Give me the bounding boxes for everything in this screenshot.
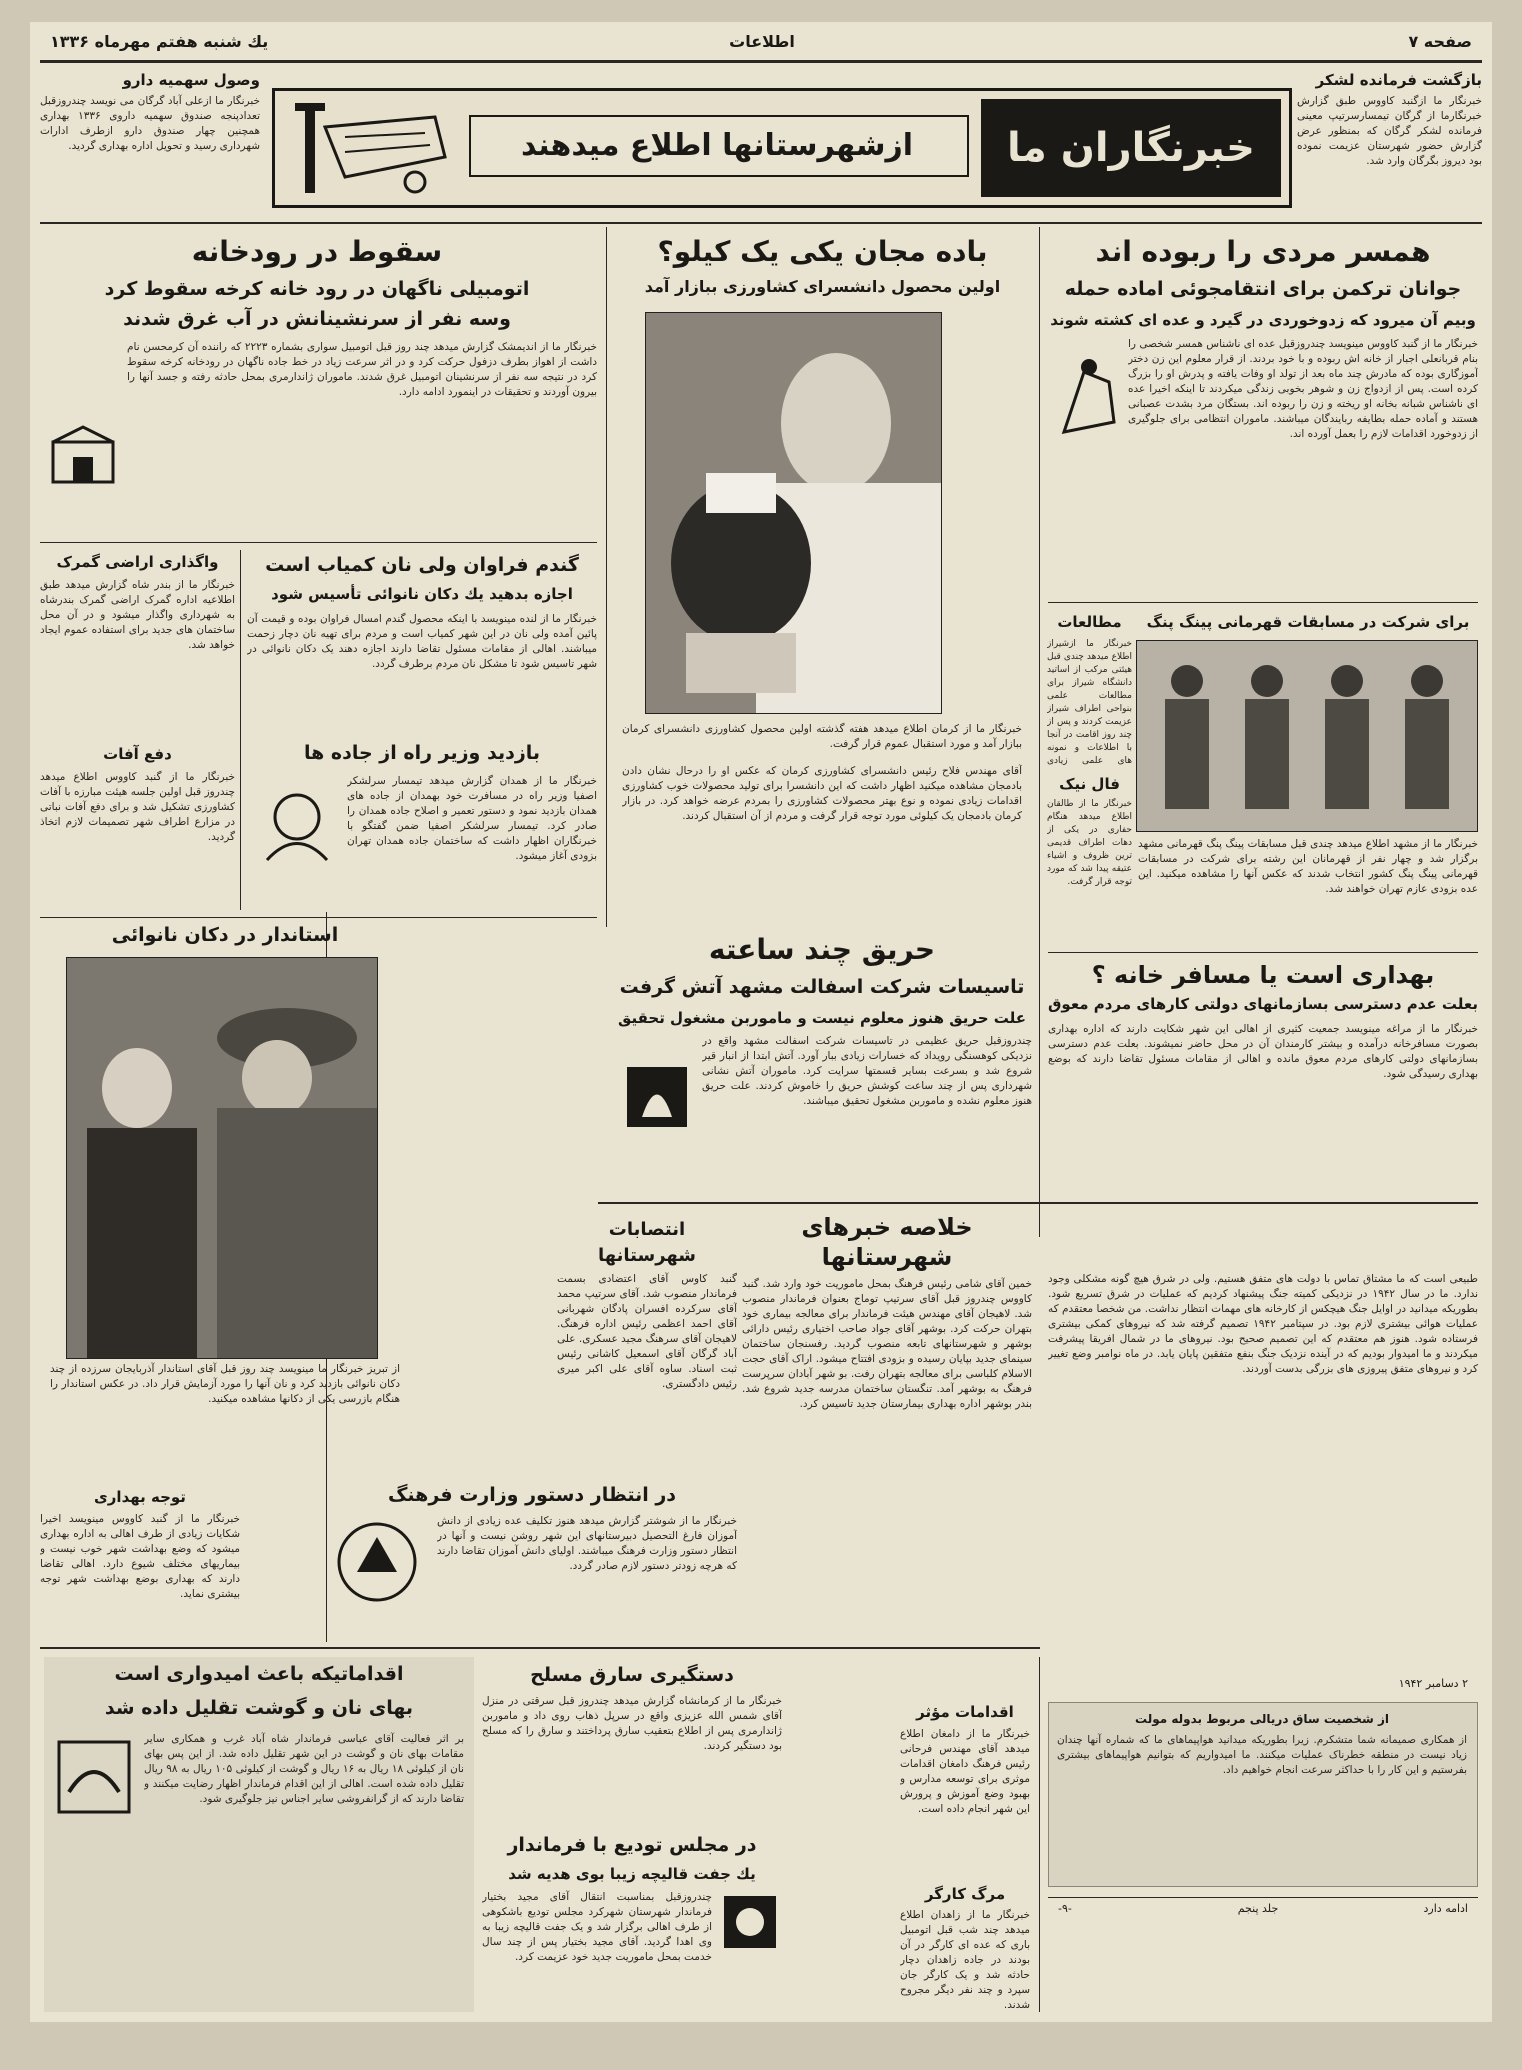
fire-story-body: چندروزقبل حریق عظیمی در تاسیسات شرکت اسفالت مشهد واقع در نزدیکی کوهسنگی رویداد که خسارات زیادی ببار آورد. آتش ابتدا از انبار قیر شروع شد و بسرعت بسایر قسمتها سرایت کرد. ماموران آتش نشانی شهرداری پس از چند ساعت کوشش حریق را خاموش کردند. علت حریق هنوز معلوم نشده و ماموربن مشغول تحقیق میباشند. <box>702 1035 1032 1107</box>
river-story-subtitle: اتومبیلی ناگهان در رود خانه کرخه سقوط کرد <box>104 278 530 300</box>
paper-name: اطلاعات <box>729 32 795 51</box>
governor-caption: از تبریز خبرنگار ما مینویسد چند روز قبل آقای استاندار آذربایجان سرزده از چند دکان نانوائی بازدید کرد و نان آنها را مورد آزمایش قرار داد. در عکس استاندار را هنگام بازرسی یکی از دکانها مشاهده میکنید. <box>50 1363 400 1405</box>
commander-return-body: خبرنگار ما ازگنبد کاووس طبق گزارش خبرنگارما از گرگان تیمسارسرتیپ معینی فرمانده لشکر گرگان که بمنظور عرض گزارش حضور شهرستان عزیمت نموده بود دیروز بگرگان وارد شد. <box>1297 95 1482 167</box>
eggplant-caption: خبرنگار ما از کرمان اطلاع میدهد هفته گذشته اولین محصول کشاورزی دانشسرای کرمان ببازار آمد و مورد استقبال عموم قرار گرفت. <box>622 723 1022 750</box>
banner-title: خبرنگاران ما <box>1007 125 1255 171</box>
husband-story-title: همسر مردی را ربوده اند <box>1095 235 1431 268</box>
bread-story-subtitle: بهای نان و گوشت تقلیل داده شد <box>104 1697 414 1719</box>
wheat-story-body: خبرنگار ما از لنده مینویسد با اینکه محصول گندم امسال فراوان بوده و قیمت آن پائین آمده ولی نان در این شهر کمیاب است و مردم برای تهیه نان دچار زحمت میباشند. اهالی از مقامات مسئول تقاضا دارند اجازه دهند یک دکان نانوائی در شهر تاسیس شود تا مشکل نان مردم برطرف گردد. <box>247 613 597 670</box>
husband-story-subtitle-2: وبیم آن میرود که زدوخوردی در گیرد و عده ای کشته شوند <box>1050 311 1476 329</box>
memoir-volume: جلد پنجم <box>1237 1902 1279 1915</box>
appointments-title: انتصابات شهرستانها <box>598 1219 696 1266</box>
minister-portrait-icon <box>252 782 342 862</box>
ping-pong-photo <box>1136 640 1478 832</box>
memoir-footer-rule <box>1048 1897 1478 1898</box>
memoir-body: طبیعی است که ما مشتاق تماس با دولت های متفق هستیم. ولی در شرق هیچ گونه مشکلی وجود ندارد. ما در سال ۱۹۴۲ در نزدیکی کمیته جنگ پیشنهاد کردیم که عملیات در شرق تسریع شود. بطوریکه میدانید در اوایل جنگ هیچکس از کارخانه های مهمات انتظار نداشت. من شخصا معتقدم که عملیات هوائی بیشتری لازم بود. در سپتامبر ۱۹۴۲ تصمیم گرفته شد که نیروهای کمکی بیشتری فرستاده شود. هنوز هم معتقدم که این تصمیم صحیح بود. نیروهای ما در شمال افریقا پیشرفت میکردند و ما امیدوار بودیم که در آینده نزدیک جنگ بنفع متفقین پایان یابد. در ماه نوامبر وضع تغییر کرد و نیروهای متفق پیروزی های بزرگی بدست آوردند. <box>1048 1273 1478 1375</box>
eggplant-photo <box>645 312 942 714</box>
farewell-story-title: در مجلس تودیع با فرماندار <box>507 1834 757 1856</box>
science-title: مطالعات <box>1057 613 1122 631</box>
wheat-story-title: گندم فراوان ولی نان کمیاب است <box>265 554 579 576</box>
robber-story-body: خبرنگار ما از کرمانشاه گزارش میدهد چندروز قبل سرقتی در منزل آقای شمس الله عزیزی واقع در سرپل ذهاب روی داد و ماموربن ژاندارمری پس از اطلاع بتعقیب سارق پرداختند و سارق را که مسلح بود دستگیر کردند. <box>482 1695 782 1752</box>
memoir-quote-box <box>1048 1702 1478 1887</box>
summary-body: خمین آقای شامی رئیس فرهنگ بمحل ماموریت خود وارد شد. گنبد کاووس چندروز قبل آقای سرتیپ توماج بعنوان فرماندار منصوب شد. لاهیجان آقای مهندس هیئت فرماندار برای معالجه بیماری خود بتهران حرکت کرد. بوشهر آقای جواد صاحب اختیاری رئیس دارائی بوشهر و شهرستانهای تابعه منصوب گردید. رفسنجان ساختمان سینمای جدید بپایان رسیده و بزودی افتتاح میشود. اراک آقای حجت الاسلام کلباسی برای معالجه بتهران رفت. بو شهر آبادان سرپرست فرهنگ به بوشهر آمد. تنگستان ساختمان مدرسه جدید شروع شد. بندر بوشهر اداره بهداری بیمارستان جدید تاسیس کرد. <box>742 1278 1032 1410</box>
banner-rule <box>40 222 1482 224</box>
pests-title: دفع آفات <box>103 745 172 763</box>
sports-caption: خبرنگار ما از مشهد اطلاع میدهد چندی قبل مسابقات پینگ پنگ قهرمانی مشهد برگزار شد و چهار نفر از قهرمانان این رشته برای شرکت در مسابقات قهرمانی پینگ پنگ کشور انتخاب شدند که عکس آنها را مشاهده میکنید. این عده بزودی عازم تهران خواهند شد. <box>1138 838 1478 895</box>
eggplant-photo-image <box>646 313 941 713</box>
fire-story-title: حریق چند ساعته <box>708 933 936 966</box>
attention-body: خبرنگار ما از گنبد کاووس مینویسد اخیرا شکایات زیادی از طرف اهالی به اداره بهداری میشود که وضع بهداشت شهر خوب نیست و بیماریهای مختلف شیوع دارد. اهالی تقاضا دارند که بهداری بوضع بهداشت شهر توجه بیشتری نماید. <box>40 1513 240 1600</box>
sports-title: برای شرکت در مسابقات قهرمانی پینگ پنگ <box>1146 613 1470 631</box>
memoir-continued: ادامه دارد <box>1423 1902 1468 1915</box>
commander-return-title: بازگشت فرمانده لشکر <box>1315 71 1482 89</box>
governor-photo-image <box>67 958 377 1358</box>
farewell-story-body: چندروزقبل بمناسبت انتقال آقای مجید بختیار فرماندار شهرستان شهرکرد مجلس تودیع باشکوهی از طرف اهالی برگزار شد و یک جفت قالیچه زیبا به وی اهدا گردید. آقای مجید بختیار پس از چند سال خدمت بمحل ماموریت جدید خود عزیمت کرد. <box>482 1891 712 1963</box>
fire-logo-icon <box>622 1062 692 1132</box>
banner-subtitle: ازشهرستانها اطلاع میدهند <box>520 128 914 163</box>
eggplant-story-subtitle: اولین محصول دانشسرای کشاورزی ببازار آمد <box>644 277 1001 296</box>
minister-story-title: بازدید وزیر راه از جاده ها <box>303 742 541 764</box>
ping-pong-photo-image <box>1137 641 1477 831</box>
river-story-subtitle-2: وسه نفر از سرنشینانش در آب غرق شدند <box>123 308 511 330</box>
husband-story-subtitle: جوانان ترکمن برای انتقامجوئی اماده حمله <box>1064 278 1462 300</box>
appointments-body: گنبد کاوس آقای اعتضادی بسمت فرماندار منصوب شد. آقای سرتیپ محمد آقای سرکرده افسران پادگان شهربانی آقای احمد اعظمی رئیس اداره فرهنگ. لاهیجان آقای سرهنگ مجید عسکری. علی آباد گرگان آقای اسمعیل کاشانی رئیس ثبت اسناد. ساوه آقای علی اکبر میری رئیس دادگستری. <box>557 1273 737 1390</box>
bread-story-title: اقداماتیکه باعث امیدواری است <box>114 1663 404 1685</box>
column-rule-1 <box>1039 227 1040 1237</box>
governor-story-title: استاندار در دکان نانوائی <box>111 924 339 946</box>
attention-title: توجه بهداری <box>94 1488 186 1506</box>
river-story-title: سقوط در رودخانه <box>191 235 443 268</box>
eggplant-body: آقای مهندس فلاح رئیس دانشسرای کشاورزی کرمان که عکس او را درحال نشان دادن بادمجان مشاهده میکنید اظهار داشت که این دانشسرا برای تولید محصولات خوب کشاورزی اقدامات زیادی نموده و نوع بهتر محصولات کشاورزی را بمردم عرضه خواهد کرد. در بازار کرمان بادمجان یک کیلوئی مورد توجه قرار گرفت و مردم از آن استقبال کردند. <box>622 765 1022 822</box>
health-story-body: خبرنگار ما از مراغه مینویسد جمعیت کثیری از اهالی این شهر شکایت دارند که اداره بهداری بصورت مسافرخانه درآمده و بیشتر کارمندان آن در محل حاضر نمیشوند. بعلت عدم دسترسی بسازمانهای دولتی کارهای مردم معوق مانده و اهالی از مقامات مسئول تقاضا دارند که بوضع بهداری رسیدگی شود. <box>1048 1023 1478 1080</box>
useful-body: خبرنگار ما از دامغان اطلاع میدهد آقای مهندس فرحانی رئیس فرهنگ دامغان اقدامات موثری برای توسعه مدارس و بهبود وضع آموزش و پرورش این شهر انجام داده است. <box>900 1728 1030 1815</box>
eggplant-story-title: باده مجان یکی یک کیلو؟ <box>657 235 988 268</box>
death-body: خبرنگار ما از زاهدان اطلاع میدهد چند شب قبل اتومبیل باری که عده ای کارگر در آن بودند در جاده زاهدان دچار حادثه شد و یک کارگر جان سپرد و چند نفر دیگر مجروح شدند. <box>900 1909 1030 2011</box>
death-title: مرگ کارگر <box>924 1885 1006 1903</box>
summary-title: خلاصه خبرهای شهرستانها <box>801 1213 973 1271</box>
banner-subtitle-box <box>469 115 969 177</box>
culture-story-title: در انتظار دستور وزارت فرهنگ <box>387 1484 677 1506</box>
governor-photo <box>66 957 378 1359</box>
date-line: یك شنبه هفتم مهرماه ۱۳۳۶ <box>50 32 269 51</box>
rule-mid <box>598 1202 1478 1204</box>
farewell-logo-icon <box>720 1892 780 1952</box>
memoir-date: ۲ دسامبر ۱۹۴۲ <box>1398 1677 1468 1690</box>
memoir-quote-title: از شخصیت ساق دریالی مربوط بدوله مولت <box>1135 1712 1389 1726</box>
customs-body: خبرنگار ما از بندر شاه گزارش میدهد طبق اطلاعیه اداره گمرک اراضی گمرک بندرشاه به شهرداری واگذار میشود و در آن محل ساختمان های جدید برای استفاده عموم ایجاد خواهد شد. <box>40 579 235 651</box>
minister-story-body: خبرنگار ما از همدان گزارش میدهد تیمسار سرلشکر اصفیا وزیر راه در مسافرت خود بهمدان از جاده های همدان بازدید نمود و دستور تعمیر و اصلاح جاده همدان را صادر کرد. تیمسار سرلشکر اصفیا ضمن گفتگو با خبرنگاران اظهار داشت که ساختمان جاده همدان تهران بزودی آغاز میشود. <box>347 775 597 862</box>
rule-bottom <box>40 1647 1040 1649</box>
section-banner <box>272 88 1292 208</box>
bread-logo-icon <box>54 1737 134 1817</box>
medicine-title: وصول سهمیه دارو <box>122 71 260 89</box>
fire-story-subtitle-2: علت حریق هنوز معلوم نیست و ماموربن مشغول تحقیق <box>617 1009 1027 1027</box>
health-story-title: بهداری است یا مسافر خانه ؟ <box>1091 961 1435 989</box>
robber-story-title: دستگیری سارق مسلح <box>530 1664 734 1686</box>
rule-health <box>1048 952 1478 953</box>
rule-left-mini <box>240 550 241 910</box>
page-number: صفحه ۷ <box>1408 32 1472 51</box>
falnik-body: خبرنگار ما از طالقان اطلاع میدهد هنگام حفاری در یکی از دهات اطراف قدیمی ترین ظروف و اشیاء عتیقه پیدا شد که مورد توجه قرار گرفت. <box>1047 799 1132 887</box>
bread-price-box <box>44 1657 474 2012</box>
rule-river <box>40 542 597 543</box>
falnik-title: فال نیک <box>1059 775 1120 793</box>
customs-title: واگذاری اراضی گمرک <box>56 553 219 571</box>
husband-story-body: خبرنگار ما از گنبد کاووس مینویسد چندروزقبل عده ای ناشناس همسر شخصی را بنام قربانعلی اجبار از خانه اش ربوده و با خود بردند. از قرار معلوم این زن دختر آموزگاری بوده که مادرش چند ماه بعد از تولد او وفات یافته و پدرش او را بزرگ کرده است. پس از ازدواج زن و شوهر بخوبی زندگی میکردند تا اینکه اخیرا عده ای ناشناس شبانه بخانه او ریخته و زن را ربوده اند. بستگان مرد بشدت عصبانی هستند و آماده حمله بطایفه ربایندگان میباشند. ماموران انتظامی برای جلوگیری از زدوخورد اقدامات لازم را بعمل آورده اند. <box>1128 338 1478 440</box>
memoir-quote: از همکاری صمیمانه شما متشکرم. زیرا بطوریکه میدانید هواپیماهای ما که شماره آنها چندان زیاد نیست در منطقه خطرناک عملیات میکنند. ما امیدواریم که بتوانیم هواپیماهای بیشتری بفرستیم و این کار را با حداکثر سرعت انجام خواهیم داد. <box>1057 1734 1467 1776</box>
horseman-drawing-icon <box>1054 352 1124 442</box>
medicine-body: خبرنگار ما ازعلی آباد گرگان می نویسد چندروزقبل تعدادپنجه صندوق سهمیه داروی ۱۳۳۶ بهداری همچنین چهار صندوق دارو ازطرف ادارات شهرداری رسید و تحویل اداره بهداری گردید. <box>40 95 260 152</box>
fire-story-subtitle: تاسیسات شرکت اسفالت مشهد آتش گرفت <box>619 976 1025 998</box>
culture-emblem-icon <box>332 1517 422 1607</box>
memoir-page: -۹- <box>1058 1902 1072 1915</box>
city-logo-icon <box>48 422 118 492</box>
wheat-story-subtitle: اجازه بدهید یك دكان نانوائی تأسیس شود <box>271 585 573 603</box>
useful-title: اقدامات مؤثر <box>916 1703 1014 1721</box>
header-rule <box>40 60 1482 63</box>
science-body: خبرنگار ما ازشیراز اطلاع میدهد چندی قبل هیئتی مرکب از اساتید دانشگاه شیراز برای مطالعات علمی بنواحی اطراف شیراز عزیمت کردند و پس از چند روز اقامت در آنجا با اطلاعات و نمونه های علمی زیادی <box>1047 639 1132 766</box>
newspaper-page <box>30 22 1492 2022</box>
health-story-subtitle: بعلت عدم دسترسی بسازمانهای دولتی کارهای مردم معوق <box>1048 995 1478 1013</box>
bread-story-body: بر اثر فعالیت آقای عباسی فرماندار شاه آباد غرب و همکاری سایر مقامات بهای نان و گوشت در این شهر تقلیل داده شد. از این پس بهای نان از کیلوئی ۱۸ ریال به ۱۶ ریال و گوشت از کیلوئی ۱۰۵ ریال به ۹۸ ریال تقلیل داده شده است. اهالی از این اقدام فرماندار اظهار رضایت میکنند و تقاضا دارند که از گرانفروشی سایر اجناس نیز جلوگیری شود. <box>144 1733 464 1805</box>
rule-governor <box>40 917 597 918</box>
river-story-body: خبرنگار ما از اندیمشک گزارش میدهد چند روز قبل اتومبیل سواری بشماره ۲۲۲۳ که راننده آن کرمحسن نام داشت از اهواز بطرف دزفول حرکت کرد و در اثر سرعت زیاد در خط جاده ناگهان در رودخانه کرخه سقوط کرد در نتیجه سه نفر از سرنشینان اتومبیل غرق شدند. ماموران ژاندارمری بمحل حادثه رفته و جسد آنها را بیرون آوردند و تحقیقات در اینمورد ادامه دارد. <box>127 341 597 398</box>
pests-body: خبرنگار ما از گنبد کاووس اطلاع میدهد چندروز قبل اولین جلسه هیئت مبارزه با آفات کشاورزی تشکیل شد و برای دفع آفات نباتی در مزارع اطراف شهر تصمیمات لازم اتخاذ گردید. <box>40 771 235 843</box>
culture-story-body: خبرنگار ما از شوشتر گزارش میدهد هنوز تکلیف عده زیادی از دانش آموزان فارغ التحصیل دبیرستانهای این شهر روشن نیست و آنها در انتظار دستور وزارت فرهنگ میباشند. اولیای دانش آموزان تقاضا دارند که هرچه زودتر دستور لازم صادر گردد. <box>437 1515 737 1572</box>
banner-title-box <box>981 99 1281 197</box>
memoir-column <box>1048 1272 1478 1932</box>
rule-bottom-col <box>1039 1657 1040 2012</box>
rule-sports <box>1048 602 1478 603</box>
farewell-story-subtitle: یك جفت قالیچه زیبا بوی هدیه شد <box>508 1865 756 1883</box>
column-rule-2 <box>606 227 607 927</box>
telegraph-icon <box>285 97 455 201</box>
